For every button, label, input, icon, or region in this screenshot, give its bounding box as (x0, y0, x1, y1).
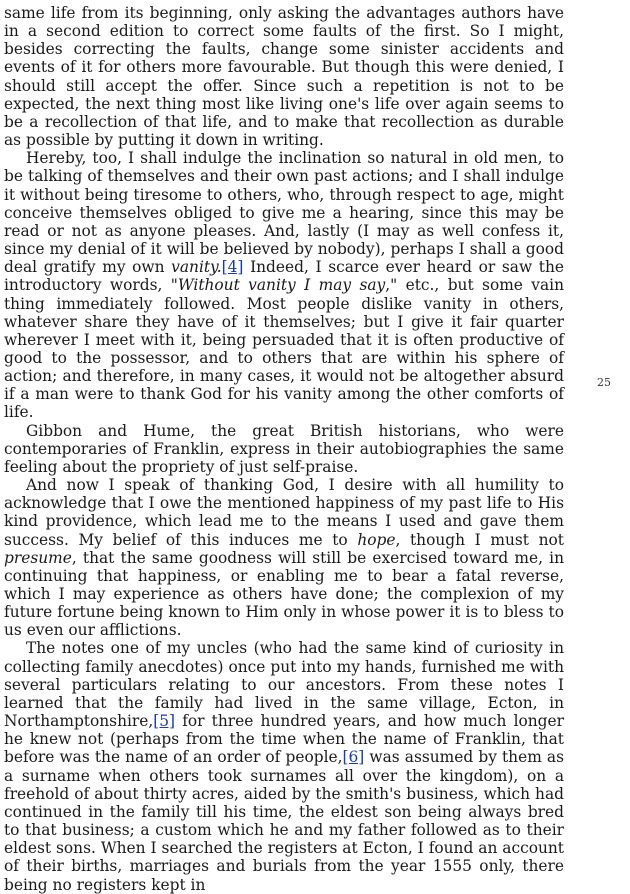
emphasis-text: Without vanity I may say (177, 276, 386, 295)
footnote-link[interactable]: [5] (153, 712, 176, 731)
paragraph-text: Hereby, too, I shall indulge the inclination so natural in old men, to be talking of themselves and their own past actions; and I shall indulge it without being tiresome to others, who, through respect to age, might conceive themselves obliged to give me a hearing, since this may be read or not as anyone pleases. And, lastly (I may as well confess it, since my denial of it will be believed by nobody), perhaps I shall a good deal gratify my own (4, 149, 564, 277)
footnote-link[interactable]: [4] (221, 258, 244, 277)
margin-line-number: 25 (597, 376, 611, 389)
footnote-link[interactable]: [6] (342, 748, 365, 767)
emphasis-text: vanity. (171, 258, 222, 277)
paragraph-text: ," etc., but some vain thing immediately followed. Most people dislike vanity in others, whatever share they have of it themselves; but I give it fair quarter wherever I meet with it, being persuaded that it is often productive of good to the possessor, and to others that are within his sphere of action; and therefore, in many cases, it would not be altogether absurd if a man were to thank God for his vanity among the other comforts of life. (4, 276, 565, 422)
paragraph-text: Indeed, I scarce ever heard or saw the introductory words, " (4, 258, 564, 295)
paragraph (4, 639, 564, 893)
paragraph-text: same life from its beginning, only asking the advantages authors have in a second edition to correct some faults of the first. So I might, besides correcting the faults, change some sinister accidents and events of it for others more favourable. But though this were denied, I should still accept the offer. Since such a repetition is not to be expected, the next thing most like living one's life over again seems to be a recollection of that life, and to make that recollection as durable as possible by putting it down in writing. (4, 4, 564, 150)
book-page (4, 4, 564, 894)
paragraph-text: , though I must not (395, 530, 564, 549)
paragraph (4, 476, 564, 639)
emphasis-text: presume (4, 548, 72, 567)
emphasis-text: hope (357, 530, 396, 549)
paragraph-text: And now I speak of thanking God, I desire with all humility to acknowledge that I owe the mentioned happiness of my past life to His kind providence, which lead me to the means I used and gave them success. My belief of this induces me to (4, 476, 564, 549)
paragraph-text: for three hundred years, and how much longer he knew not (perhaps from the time when the name of Franklin, that before was the name of an order of people, (4, 712, 564, 767)
paragraph (4, 4, 564, 149)
paragraph (4, 149, 564, 421)
paragraph (4, 422, 564, 476)
paragraph-text: Gibbon and Hume, the great British historians, who were contemporaries of Franklin, express in their autobiographies the same feeling about the propriety of just self-praise. (4, 421, 564, 476)
paragraph-text: , that the same goodness will still be exercised toward me, in continuing that happiness, or enabling me to bear a fatal reverse, which I may experience as others have done; the complexion of my future fortune being known to Him only in whose power it is to bless to us even our afflictions. (4, 548, 564, 640)
paragraph-text: The notes one of my uncles (who had the same kind of curiosity in collecting family anecdotes) once put into my hands, furnished me with several particulars relating to our ancestors. From these notes I learned that the family had lived in the same village, Ecton, in Northamptonshire, (4, 639, 564, 731)
paragraph-text: was assumed by them as a surname when others took surnames all over the kingdom), on a freehold of about thirty acres, aided by the smith's business, which had continued in the family till his time, the eldest son being always bred to that business; a custom which he and my father followed as to their eldest sons. When I searched the registers at Ecton, I found an account of their births, marriages and burials from the year 1555 only, there being no registers kept in (4, 748, 564, 894)
